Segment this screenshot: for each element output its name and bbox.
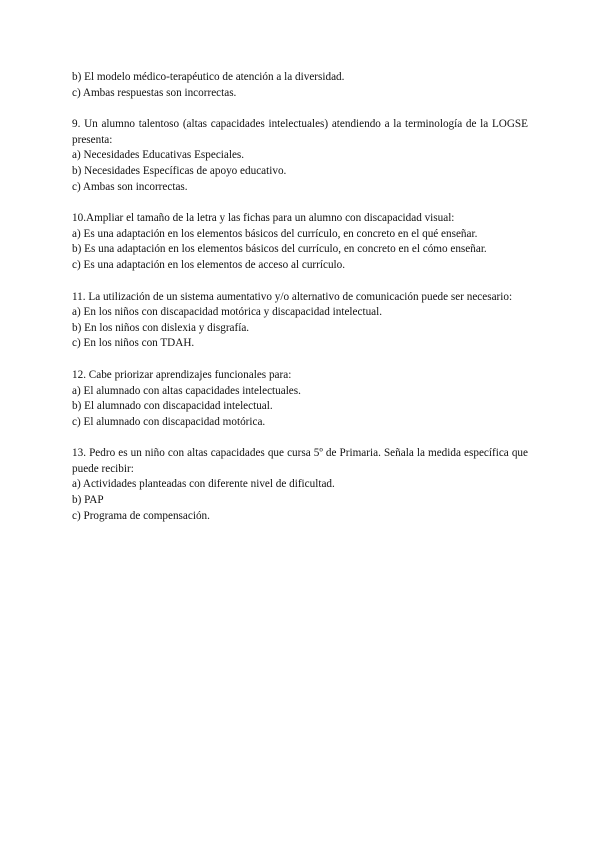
question-12 — [72, 368, 528, 430]
question-stem: 13. Pedro es un niño con altas capacidades que cursa 5º de Primaria. Señala la medida específica que puede recibir: — [72, 447, 528, 475]
option-line: a) El alumnado con altas capacidades intelectuales. — [72, 384, 301, 397]
option-line: b) En los niños con dislexia y disgrafía. — [72, 321, 250, 334]
question-stem: 12. Cabe priorizar aprendizajes funcionales para: — [72, 368, 292, 381]
document-page — [72, 70, 528, 540]
option-line: c) El alumnado con discapacidad motórica. — [72, 415, 266, 428]
option-line: c) Es una adaptación en los elementos de acceso al currículo. — [72, 258, 346, 271]
option-line: c) Ambas respuestas son incorrectas. — [72, 86, 237, 99]
option-line: a) Necesidades Educativas Especiales. — [72, 149, 245, 162]
option-line: a) Es una adaptación en los elementos básicos del currículo, en concreto en el qué enseñar. — [72, 227, 478, 240]
option-line: c) Programa de compensación. — [72, 509, 210, 522]
option-line: b) PAP — [72, 494, 104, 507]
question-11 — [72, 290, 528, 352]
question-stem: 10.Ampliar el tamaño de la letra y las fichas para un alumno con discapacidad visual: — [72, 212, 455, 225]
option-line: b) El modelo médico-terapéutico de atención a la diversidad. — [72, 71, 345, 83]
question-10 — [72, 211, 528, 273]
question-stem: 11. La utilización de un sistema aumentativo y/o alternativo de comunicación puede ser necesario: — [72, 290, 513, 303]
option-line: b) El alumnado con discapacidad intelectual. — [72, 400, 273, 413]
question-stem: 9. Un alumno talentoso (altas capacidades intelectuales) atendiendo a la terminología de la LOGSE presenta: — [72, 118, 528, 146]
option-line: a) Actividades planteadas con diferente nivel de dificultad. — [72, 478, 335, 491]
carryover-options — [72, 70, 528, 101]
option-line: c) En los niños con TDAH. — [72, 337, 195, 350]
option-line: b) Necesidades Específicas de apoyo educativo. — [72, 164, 287, 177]
question-13 — [72, 446, 528, 524]
option-line: c) Ambas son incorrectas. — [72, 180, 188, 193]
option-line: b) Es una adaptación en los elementos básicos del currículo, en concreto en el cómo enseñar. — [72, 243, 487, 256]
option-line: a) En los niños con discapacidad motórica y discapacidad intelectual. — [72, 306, 383, 319]
question-9 — [72, 117, 528, 195]
